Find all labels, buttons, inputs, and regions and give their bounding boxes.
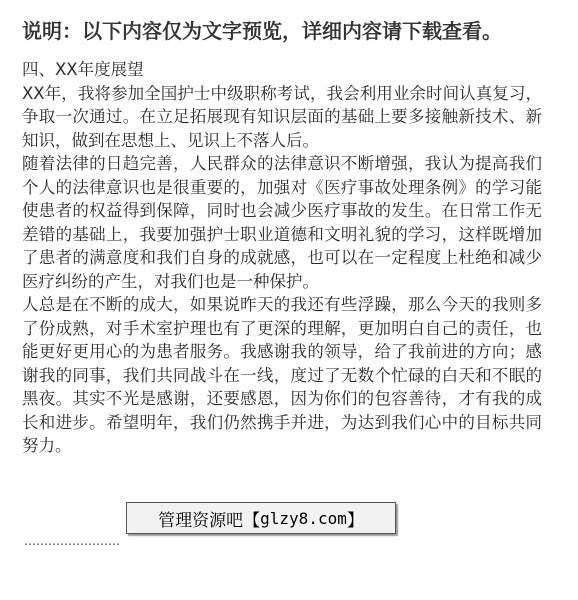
paragraph-legal-awareness: 随着法律的日趋完善，人民群众的法律意识不断增强，我认为提高我们个人的法律意识也是很重要的，加强对《医疗事故处理条例》的学习能使患者的权益得到保障，同时也会减少医疗事故的发生。在日常工作无差错的基础上，我要加强护士职业道德和文明礼貌的学习，这样既增加了患者的满意度和我们自身的成就感，也可以在一定程度上杜绝和减少医疗纠纷的产生，对我们也是一种保护。 (22, 154, 542, 291)
paragraph-exam-plan: XX年，我将参加全国护士中级职称考试，我会利用业余时间认真复习，争取一次通过。在立足拓展现有知识层面的基础上要多接触新技术、新知识，做到在思想上、见识上不落人后。 (22, 83, 542, 150)
watermark-suffix: 】 (346, 510, 364, 531)
watermark-url: glzy8.com (260, 508, 347, 528)
document-body (22, 58, 542, 458)
watermark-label: 管理资源吧【 (158, 510, 261, 531)
ellipsis-dots: …………………… (24, 534, 120, 548)
site-watermark[interactable] (126, 502, 396, 534)
preview-notice: 说明：以下内容仅为文字预览，详细内容请下载查看。 (22, 19, 502, 43)
paragraph-growth-thanks: 人总是在不断的成大，如果说昨天的我还有些浮躁，那么今天的我则多了份成熟，对手术室护理也有了更深的理解，更加明白自己的责任，也能更好更用心的为患者服务。我感谢我的领导，给了我前进的方向；感谢我的同事，我们共同战斗在一线，度过了无数个忙碌的白天和不眠的黑夜。其实不光是感谢，还要感恩，因为你们的包容善待，才有我的成长和进步。希望明年，我们仍然携手并进，为达到我们心中的目标共同努力。 (22, 295, 542, 455)
section-heading: 四、XX年度展望 (22, 60, 144, 79)
